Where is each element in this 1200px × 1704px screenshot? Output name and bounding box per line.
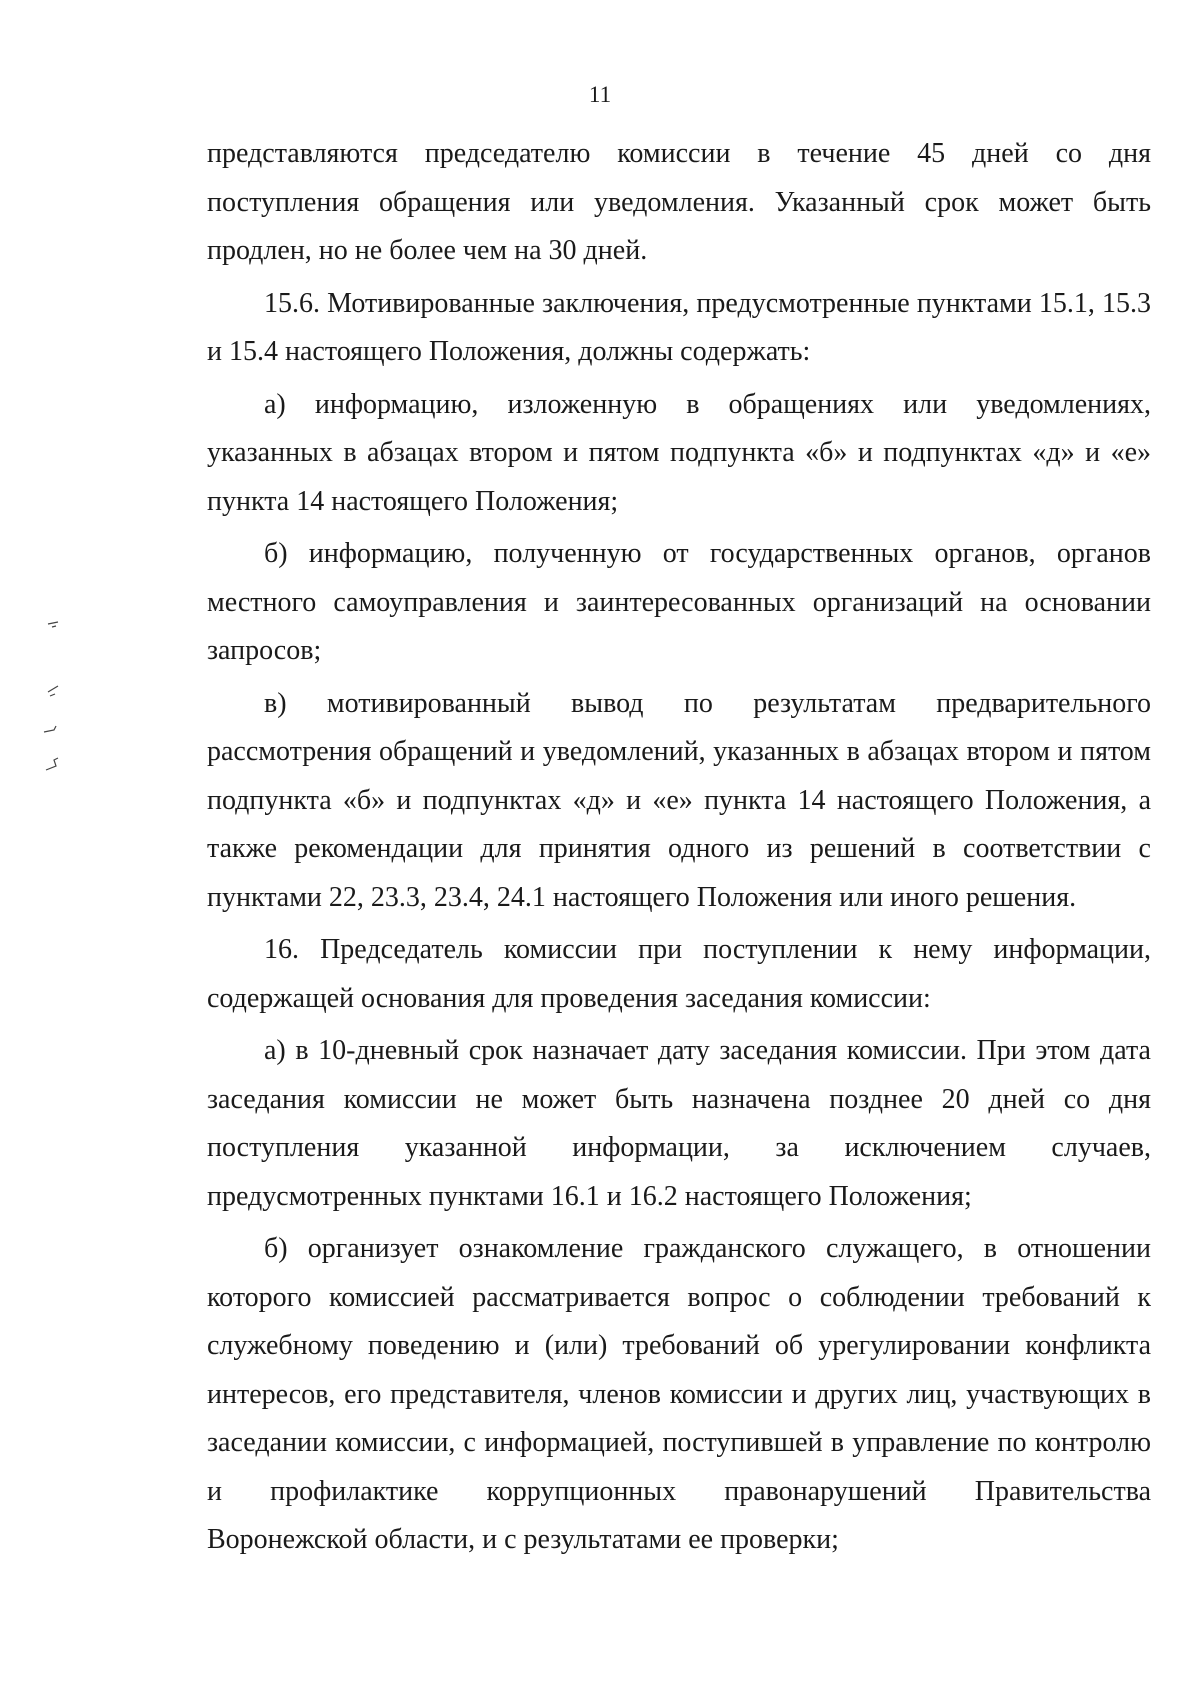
paragraph-15-6-v: в) мотивированный вывод по результатам предварительного рассмотрения обращений и уведомлений, указанных в абзацах втором и пятом подпункта «б» и подпунктах «д» и «е» пункта 14 настоящего Положения, а также рекомендации для принятия одного из решений в соответствии с пунктами 22, 23.3, 23.4, 24.1 настоящего Положения или иного решения. [207,687,1151,913]
paragraph-16-a: а) в 10-дневный срок назначает дату заседания комиссии. При этом дата заседания комиссии не может быть назначена позднее 20 дней со дня поступления указанной информации, за исключением случаев, предусмотренных пунктами 16.1 и 16.2 настоящего Положения; [207,1035,1151,1212]
document-body [207,130,1151,1569]
paragraph-15-6-a: а) информацию, изложенную в обращениях или уведомлениях, указанных в абзацах втором и пятом подпункта «б» и подпунктах «д» и «е» пункта 14 настоящего Положения; [207,388,1151,517]
page-number: 11 [588,82,612,107]
paragraph-16: 16. Председатель комиссии при поступлении к нему информации, содержащей основания для проведения заседания комиссии: [207,934,1151,1014]
paragraph-15-6: 15.6. Мотивированные заключения, предусмотренные пунктами 15.1, 15.3 и 15.4 настоящего Положения, должны содержать: [207,287,1151,367]
scan-margin-marks [40,600,80,820]
paragraph-continuation: представляются председателю комиссии в течение 45 дней со дня поступления обращения или уведомления. Указанный срок может быть продлен, но не более чем на 30 дней. [207,138,1151,266]
paragraph-15-6-b: б) информацию, полученную от государственных органов, органов местного самоуправления и заинтересованных организаций на основании запросов; [207,538,1151,666]
paragraph-16-b: б) организует ознакомление гражданского служащего, в отношении которого комиссией рассматривается вопрос о соблюдении требований к служебному поведению и (или) требований об урегулировании конфликта интересов, его представителя, членов комиссии и других лиц, участвующих в заседании комиссии, с информацией, поступившей в управление по контролю и профилактике коррупционных правонарушений Правительства Воронежской области, и с результатами ее проверки; [207,1233,1151,1555]
